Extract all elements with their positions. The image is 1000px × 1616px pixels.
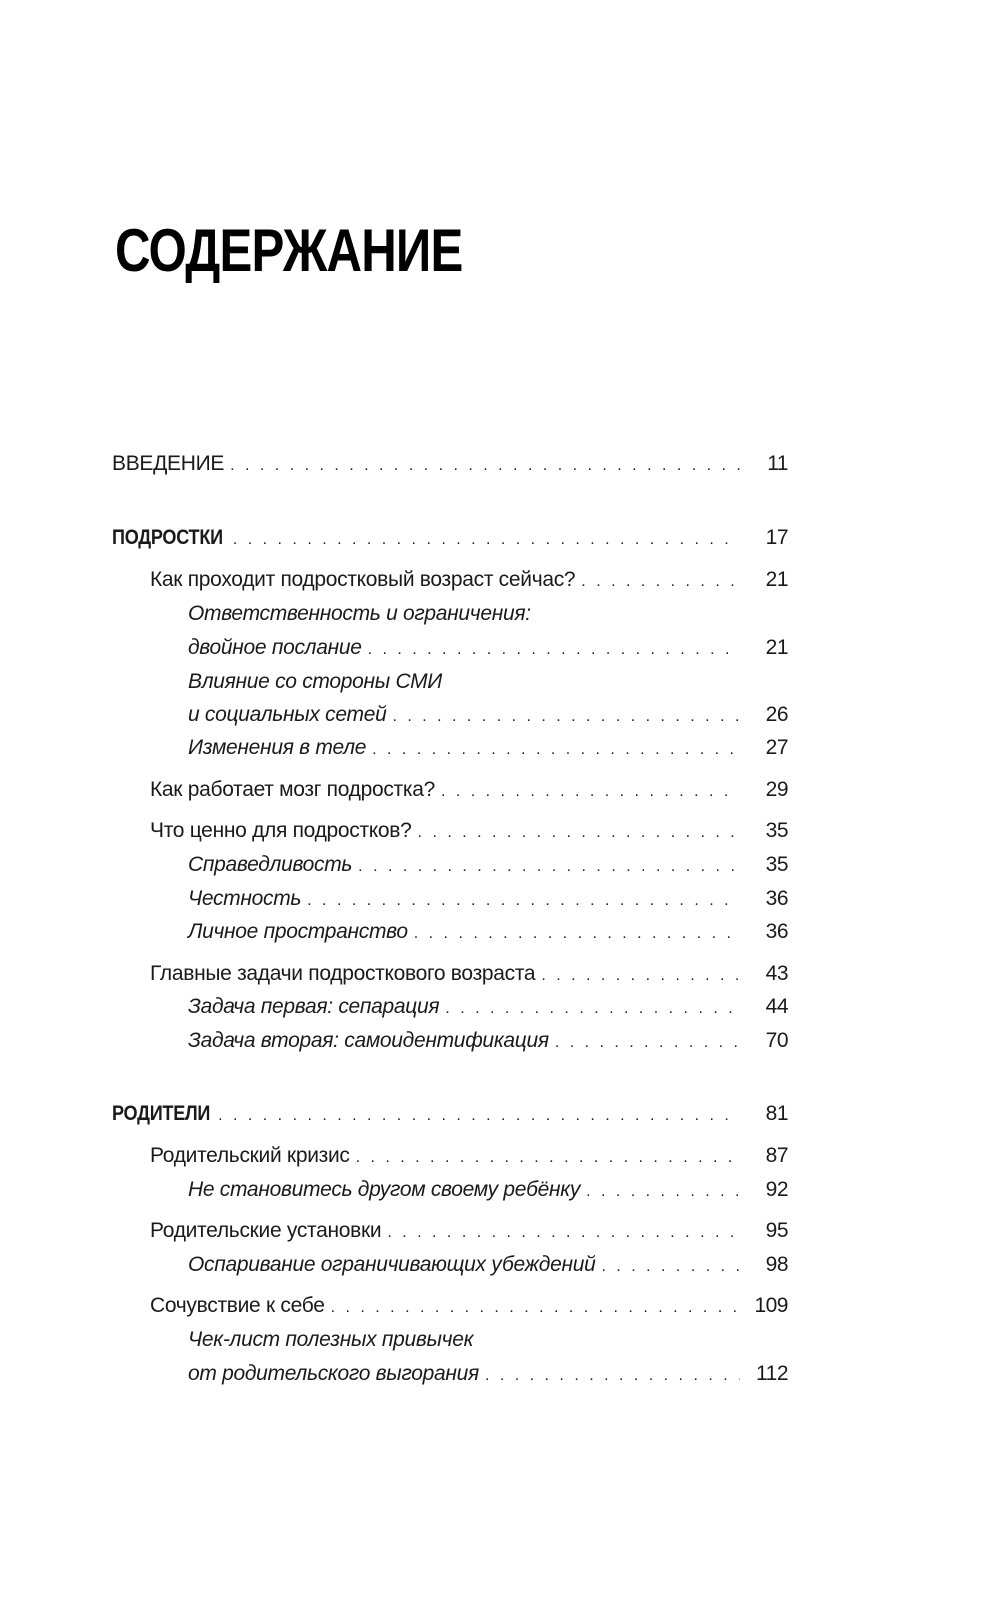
dot-leader xyxy=(485,1362,740,1390)
toc-subentry-label: Честность xyxy=(188,887,302,910)
toc-page-number: 26 xyxy=(765,703,788,726)
toc-entry-label: Что ценно для подростков? xyxy=(150,819,412,842)
dot-leader xyxy=(541,962,740,990)
dot-leader xyxy=(581,568,740,596)
toc-entry-label: Главные задачи подросткового возраста xyxy=(150,962,536,985)
toc-subentry[interactable] xyxy=(188,885,788,915)
toc-subentry[interactable] xyxy=(188,1027,788,1057)
toc-page-number: 112 xyxy=(756,1362,788,1385)
toc-subentry-first-line: Чек-лист полезных привычек xyxy=(188,1328,474,1351)
toc-section-parents[interactable] xyxy=(112,1100,788,1130)
toc-subentry-label: двойное послание xyxy=(188,636,362,659)
toc-subentry-first-line: Ответственность и ограничения: xyxy=(188,602,531,625)
toc-subentry[interactable] xyxy=(188,634,788,664)
dot-leader xyxy=(445,995,740,1023)
toc-page-number: 43 xyxy=(765,962,788,985)
toc-section-teens[interactable] xyxy=(112,524,788,554)
toc-subentry[interactable] xyxy=(188,734,788,764)
dot-leader xyxy=(218,1102,740,1130)
toc-page-number: 109 xyxy=(754,1294,788,1317)
toc-page-number: 35 xyxy=(765,819,788,842)
dot-leader xyxy=(601,1253,740,1281)
dot-leader xyxy=(414,920,740,948)
toc-subentry[interactable] xyxy=(188,918,788,948)
toc-subentry-label: Личное пространство xyxy=(188,920,408,943)
dot-leader xyxy=(392,703,740,731)
toc-subentry-label: Задача первая: сепарация xyxy=(188,995,440,1018)
toc-page-number: 29 xyxy=(765,778,788,801)
dot-leader xyxy=(331,1294,740,1322)
toc-page-number: 81 xyxy=(765,1102,788,1125)
dot-leader xyxy=(230,452,740,480)
toc-subentry[interactable] xyxy=(188,701,788,731)
toc-entry[interactable] xyxy=(150,817,788,847)
dot-leader xyxy=(356,1144,740,1172)
toc-page-number: 35 xyxy=(765,853,788,876)
dot-leader xyxy=(358,853,740,881)
toc-subentry-label: и социальных сетей xyxy=(188,703,387,726)
dot-leader xyxy=(372,736,740,764)
toc-page-number: 36 xyxy=(765,887,788,910)
toc-page-number: 44 xyxy=(765,995,788,1018)
toc-entry-label: Сочувствие к себе xyxy=(150,1294,325,1317)
toc-section-label: РОДИТЕЛИ xyxy=(112,1102,211,1125)
toc-subentry[interactable] xyxy=(188,1360,788,1390)
toc-subentry-label: Не становитесь другом своему ребёнку xyxy=(188,1178,581,1201)
toc-entry[interactable] xyxy=(150,1142,788,1172)
toc-subentry-label: Оспаривание ограничивающих убеждений xyxy=(188,1253,596,1276)
toc-page-number: 21 xyxy=(765,568,788,591)
toc-entry[interactable] xyxy=(150,566,788,596)
dot-leader xyxy=(555,1029,740,1057)
toc-page-number: 11 xyxy=(767,452,788,475)
toc-page-number: 70 xyxy=(765,1029,788,1052)
toc-entry-label: ВВЕДЕНИЕ xyxy=(112,452,225,475)
toc-entry-label: Родительские установки xyxy=(150,1219,382,1242)
dot-leader xyxy=(441,778,740,806)
toc-entry-intro[interactable] xyxy=(112,450,788,480)
toc-subentry-label: от родительского выгорания xyxy=(188,1362,479,1385)
toc-subentry[interactable] xyxy=(188,993,788,1023)
toc-entry-label: Как проходит подростковый возраст сейчас? xyxy=(150,568,576,591)
dot-leader xyxy=(418,819,740,847)
toc-entry-label: Родительский кризис xyxy=(150,1144,350,1167)
toc-subentry[interactable] xyxy=(188,851,788,881)
toc-page-number: 98 xyxy=(765,1253,788,1276)
toc-page-number: 21 xyxy=(765,636,788,659)
dot-leader xyxy=(233,526,740,554)
toc-subentry[interactable] xyxy=(188,1251,788,1281)
dot-leader xyxy=(307,887,740,915)
toc-subentry-label: Справедливость xyxy=(188,853,353,876)
toc-page-number: 36 xyxy=(765,920,788,943)
toc-subentry[interactable] xyxy=(188,1176,788,1206)
toc-page-number: 92 xyxy=(765,1178,788,1201)
dot-leader xyxy=(368,636,740,664)
toc-entry[interactable] xyxy=(150,1217,788,1247)
toc-entry[interactable] xyxy=(150,1292,788,1322)
toc-entry[interactable] xyxy=(150,960,788,990)
page-title: СОДЕРЖАНИЕ xyxy=(115,217,463,284)
toc-page-number: 27 xyxy=(765,736,788,759)
toc-entry[interactable] xyxy=(150,776,788,806)
dot-leader xyxy=(387,1219,740,1247)
toc-section-label: ПОДРОСТКИ xyxy=(112,526,223,549)
dot-leader xyxy=(586,1178,740,1206)
toc-subentry-label: Изменения в теле xyxy=(188,736,367,759)
toc-page-number: 17 xyxy=(765,526,788,549)
toc-subentry-first-line: Влияние со стороны СМИ xyxy=(188,670,442,693)
toc-subentry-label: Задача вторая: самоидентификация xyxy=(188,1029,549,1052)
toc-page-number: 95 xyxy=(765,1219,788,1242)
toc-page-number: 87 xyxy=(765,1144,788,1167)
toc-entry-label: Как работает мозг подростка? xyxy=(150,778,435,801)
